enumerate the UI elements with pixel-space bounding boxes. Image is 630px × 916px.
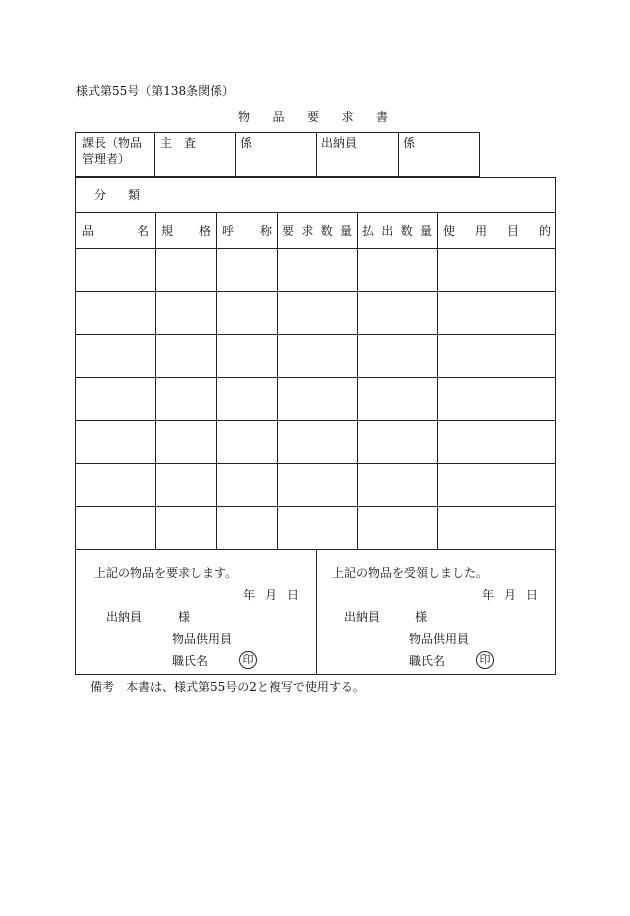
request-seal-icon: 印 xyxy=(239,651,257,669)
request-date: 年 月 日 xyxy=(243,588,299,602)
bunrui-label: 分 類 xyxy=(94,188,140,202)
document-title xyxy=(238,110,388,124)
receipt-role: 物品供用員 xyxy=(409,632,470,646)
receipt-name-label: 職氏名 xyxy=(409,654,446,668)
request-role: 物品供用員 xyxy=(172,632,233,646)
column-header-kikaku: 規 格 xyxy=(161,224,211,238)
title-char: 品 xyxy=(272,110,285,124)
title-char: 要 xyxy=(306,110,319,124)
request-honorific: 様 xyxy=(178,610,191,624)
column-header-yokyu-suryo: 要 求 数 量 xyxy=(282,224,352,238)
remarks: 備考 本書は、様式第55号の2と複写で使用する。 xyxy=(90,680,365,694)
request-name-label: 職氏名 xyxy=(172,654,209,668)
form-number: 様式第55号（第138条関係） xyxy=(76,84,235,98)
approval-kakari-1: 係 xyxy=(240,136,253,150)
approval-kakari-2: 係 xyxy=(403,136,416,150)
column-header-hinmei: 品 名 xyxy=(82,224,149,238)
receipt-seal-icon: 印 xyxy=(476,651,494,669)
column-header-shiyo-mokuteki: 使 用 目 的 xyxy=(443,224,551,238)
title-char: 物 xyxy=(238,110,251,124)
title-char: 書 xyxy=(375,110,388,124)
receipt-statement: 上記の物品を受領しました。 xyxy=(332,566,489,580)
title-char: 求 xyxy=(341,110,354,124)
receipt-honorific: 様 xyxy=(415,610,428,624)
column-header-haraidashi-suryo: 払 出 数 量 xyxy=(362,224,432,238)
request-statement: 上記の物品を要求します。 xyxy=(94,566,238,580)
approval-suito: 出納員 xyxy=(321,136,358,150)
receipt-addressee: 出納員 xyxy=(344,610,381,624)
receipt-date: 年 月 日 xyxy=(482,588,538,602)
request-addressee: 出納員 xyxy=(106,610,143,624)
approval-shusa: 主 査 xyxy=(160,136,197,150)
approval-kacho-2: 管理者） xyxy=(82,152,131,166)
column-header-kosho: 呼 称 xyxy=(222,224,272,238)
approval-kacho: 課長（物品 xyxy=(82,136,143,150)
